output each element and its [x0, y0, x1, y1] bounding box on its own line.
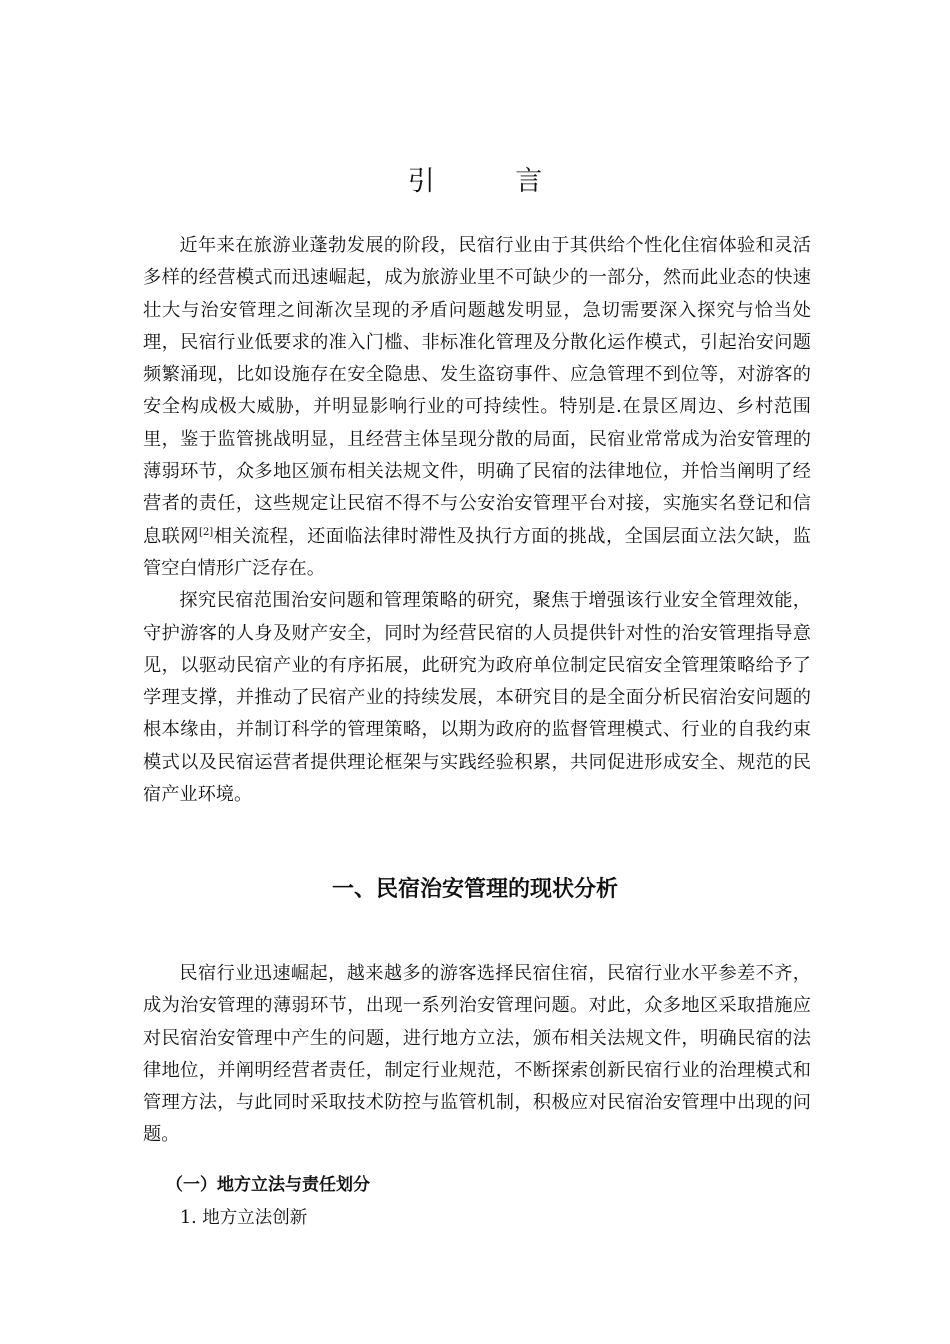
subsubsection-heading: 1. 地方立法创新 [180, 1208, 308, 1228]
intro-paragraph-2: 探究民宿范围治安问题和管理策略的研究，聚焦于增强该行业安全管理效能，守护游客的人身及财产安全，同时为经营民宿的人员提供针对性的治安管理指导意见，以驱动民宿产业的有序拓展，此研究为政府单位制定民宿安全管理策略给予了学理支撑，并推动了民宿产业的持续发展，本研究目的是全面分析民宿治安问题的根本缘由，并制订科学的管理策略，以期为政府的监督管理模式、行业的自我约束模式以及民宿运营者提供理论框架与实践经验积累，共同促进形成安全、规范的民宿产业环境。 [143, 590, 811, 806]
page-title: 引 言 [407, 166, 579, 197]
intro-paragraph-1 [143, 230, 811, 585]
intro-body [143, 230, 811, 811]
intro-paragraph-1-text: 近年来在旅游业蓬勃发展的阶段，民宿行业由于其供给个性化住宿体验和灵活多样的经营模式而迅速崛起，成为旅游业里不可缺少的一部分，然而此业态的快速壮大与治安管理之间渐次呈现的矛盾问题越发明显，急切需要深入探究与恰当处理，民宿行业低要求的准入门槛、非标准化管理及分散化运作模式，引起治安问题频繁涌现，比如设施存在安全隐患、发生盗窃事件、应急管理不到位等，对游客的安全构成极大威胁，并明显影响行业的可持续性。特别是.在景区周边、乡村范围里，鉴于监管挑战明显，且经营主体呈现分散的局面，民宿业常常成为治安管理的薄弱环节，众多地区颁布相关法规文件，明确了民宿的法律地位，并恰当阐明了经营者的责任，这些规定让民宿不得不与公安治安管理平台对接，实施实名登记和信息联网 [143, 235, 811, 547]
subsection-heading: （一）地方立法与责任划分 [166, 1175, 370, 1195]
section-paragraph-1: 民宿行业迅速崛起，越来越多的游客选择民宿住宿，民宿行业水平参差不齐，成为治安管理的薄弱环节，出现一系列治安管理问题。对此，众多地区采取措施应对民宿治安管理中产生的问题，进行地方立法，颁布相关法规文件，明确民宿的法律地位，并阐明经营者责任，制定行业规范，不断探索创新民宿行业的治理模式和管理方法，与此同时采取技术防控与监管机制，积极应对民宿治安管理中出现的问题。 [143, 963, 811, 1146]
section-body [143, 958, 811, 1152]
intro-paragraph-1-text-end: 相关流程，还面临法律时滞性及执行方面的挑战，全国层面立法欠缺，监管空白情形广泛存在。 [143, 525, 811, 579]
citation-ref: [2] [199, 526, 214, 538]
section-heading: 一、民宿治安管理的现状分析 [331, 877, 618, 902]
